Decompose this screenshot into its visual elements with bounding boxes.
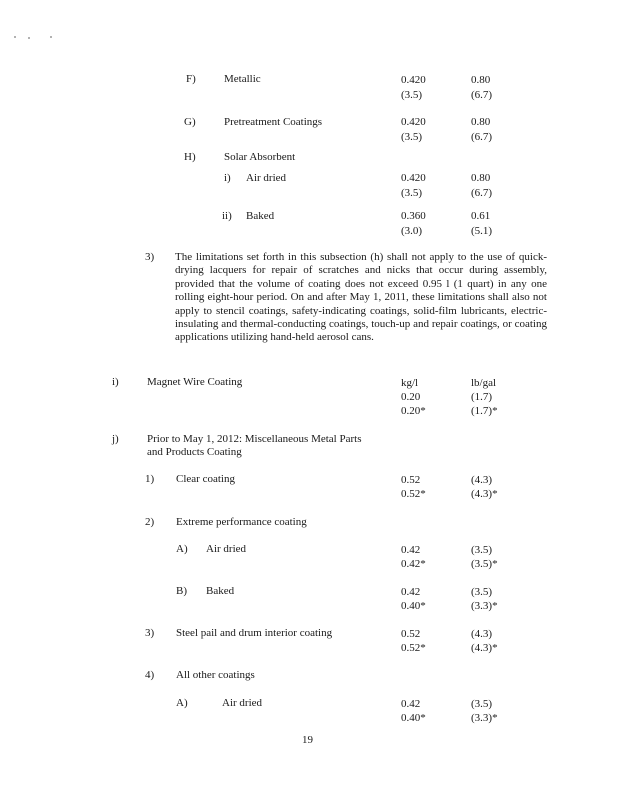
value-lb: 0.80 — [471, 116, 491, 128]
section-label: i) — [112, 376, 119, 388]
value-kg-starred: 0.52* — [401, 642, 426, 654]
value-lb: (4.3) — [471, 474, 493, 486]
value-kg-starred: 0.40* — [401, 712, 426, 724]
row-label: A) — [176, 697, 188, 709]
exemption-paragraph: The limitations set forth in this subsection (h) shall not apply to the use of quick-drying lacquers for repair of scratches and nicks that occur during assembly, provided that the volume of coating does not exceed 0.95 l (1 quart) in any one rolling eight-hour period. On and after May 1, 2011, these limitations shall also not apply to stencil coatings, safety-indicating coatings, solid-film lubricants, electric-insulating and thermal-conducting coatings, touch-up and repair coatings, or coating applications utilizing hand-held aerosol cans. — [175, 251, 547, 344]
value-lb-starred: (4.3)* — [471, 488, 498, 500]
page-number: 19 — [302, 734, 313, 746]
value-lb: 0.80 — [471, 74, 491, 86]
value-kg: 0.420 — [401, 116, 426, 128]
value-kg: 0.52 — [401, 474, 421, 486]
row-text: Steel pail and drum interior coating — [176, 627, 333, 639]
value-kg: 0.42 — [401, 698, 421, 710]
value-lb: 0.80 — [471, 172, 491, 184]
row-label: ii) — [222, 210, 232, 222]
value-lb-starred: (4.3)* — [471, 642, 498, 654]
row-label: F) — [186, 73, 196, 85]
row-label: B) — [176, 585, 187, 597]
value-lb-starred: (3.3)* — [471, 712, 498, 724]
value-kg-paren: (3.5) — [401, 187, 423, 199]
row-text: All other coatings — [176, 669, 255, 681]
row-text: Air dried — [246, 172, 287, 184]
value-kg-paren: (3.0) — [401, 225, 423, 237]
value-lb: (3.5) — [471, 698, 493, 710]
value-kg: 0.42 — [401, 544, 421, 556]
value-kg: 0.52 — [401, 628, 421, 640]
row-text: Pretreatment Coatings — [224, 116, 323, 128]
value-lb: 0.61 — [471, 210, 491, 222]
row-label: H) — [184, 151, 196, 163]
value-lb-starred: (1.7)* — [471, 405, 498, 417]
row-text: Air dried — [222, 697, 263, 709]
value-lb-starred: (3.3)* — [471, 600, 498, 612]
value-kg-starred: 0.42* — [401, 558, 426, 570]
row-label: A) — [176, 543, 188, 555]
value-kg: 0.42 — [401, 586, 421, 598]
section-title-line1: Prior to May 1, 2012: Miscellaneous Metal Parts — [147, 433, 362, 445]
value-kg: 0.360 — [401, 210, 426, 222]
value-lb-starred: (3.5)* — [471, 558, 498, 570]
row-label: 1) — [145, 473, 155, 485]
row-text: Solar Absorbent — [224, 151, 296, 163]
value-lb-paren: (6.7) — [471, 187, 493, 199]
value-lb: (3.5) — [471, 544, 493, 556]
row-label: 2) — [145, 516, 155, 528]
value-lb-paren: (6.7) — [471, 131, 493, 143]
value-kg: 0.420 — [401, 172, 426, 184]
value-lb: (1.7) — [471, 391, 493, 403]
row-text: Metallic — [224, 73, 261, 85]
value-kg: 0.20 — [401, 391, 421, 403]
row-label: 4) — [145, 669, 155, 681]
row-text: Baked — [246, 210, 275, 222]
value-lb: (4.3) — [471, 628, 493, 640]
value-kg-starred: 0.20* — [401, 405, 426, 417]
row-label: i) — [224, 172, 231, 184]
row-label: G) — [184, 116, 196, 128]
value-kg-starred: 0.52* — [401, 488, 426, 500]
value-lb: (3.5) — [471, 586, 493, 598]
unit-kg-per-l: kg/l — [401, 377, 419, 389]
row-text: Extreme performance coating — [176, 516, 307, 528]
value-kg: 0.420 — [401, 74, 426, 86]
unit-lb-per-gal: lb/gal — [471, 377, 497, 389]
row-text: Air dried — [206, 543, 247, 555]
section-title: Magnet Wire Coating — [147, 376, 243, 388]
row-text: Baked — [206, 585, 235, 597]
paragraph-number: 3) — [145, 251, 155, 263]
row-label: 3) — [145, 627, 155, 639]
value-kg-paren: (3.5) — [401, 89, 423, 101]
value-kg-starred: 0.40* — [401, 600, 426, 612]
row-text: Clear coating — [176, 473, 235, 485]
section-label: j) — [112, 433, 119, 445]
value-lb-paren: (6.7) — [471, 89, 493, 101]
value-kg-paren: (3.5) — [401, 131, 423, 143]
value-lb-paren: (5.1) — [471, 225, 493, 237]
section-title-line2: and Products Coating — [147, 446, 242, 458]
